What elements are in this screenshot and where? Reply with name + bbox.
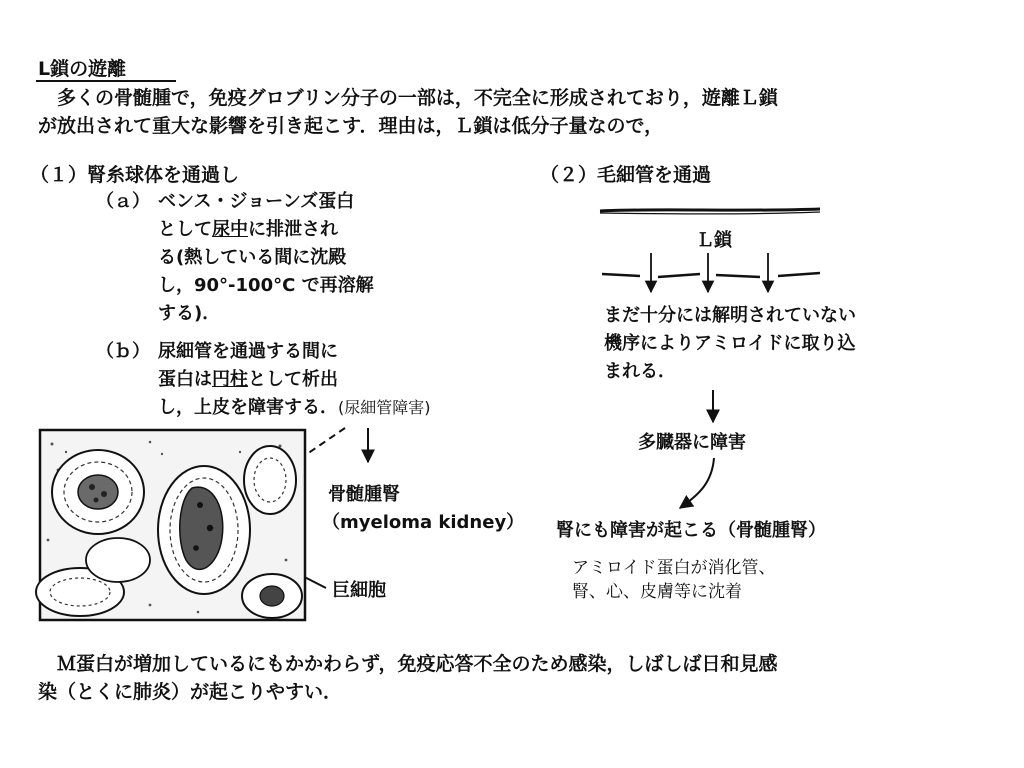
item-a-line-1: ベンス・ジョーンズ蛋白 [158,191,355,212]
amyloid-note-line-2: 腎、心、皮膚等に沈着 [572,582,742,602]
multi-organ-label: 多臓器に障害 [638,432,746,453]
item-b-line-3: し，上皮を障害する．(尿細管障害) [158,397,431,418]
curved-arrow-kidney [680,458,714,508]
section1-title: （１）腎糸球体を通過し [30,164,240,186]
item-b-line-1: 尿細管を通過する間に [158,341,338,362]
cast-term: 円柱 [212,369,248,390]
closing-line-1: Ｍ蛋白が増加しているにもかかわらず，免疫応答不全のため感染，しばしば日和見感 [57,653,778,675]
section2-title: （２）毛細管を通過 [540,164,712,186]
closing-line-2: 染（とくに肺炎）が起こりやすい． [38,681,343,703]
histology-figure [36,430,305,620]
myeloma-kidney-en-label: （myeloma kidney） [322,512,525,533]
section-heading: L鎖の遊離 [38,58,127,80]
tubular-damage-note: (尿細管障害) [338,398,431,417]
item-b-marker: （ｂ） [96,341,150,362]
capillary-wall-bottom [602,273,820,277]
myeloma-kidney-label: 骨髄腫腎 [328,484,400,505]
l-chain-label: Ｌ鎖 [696,230,732,251]
giant-cell-label: 巨細胞 [332,580,386,601]
item-b-line-2: 蛋白は円柱として析出 [158,369,338,390]
mechanism-line-3: まれる． [604,361,676,382]
urine-term: 尿中 [212,219,248,240]
intro-line-2: が放出されて重大な影響を引き起こす．理由は，Ｌ鎖は低分子量なので， [38,115,664,137]
intro-line-1: 多くの骨髄腫で，免疫グロブリン分子の一部は，不完全に形成されており，遊離Ｌ鎖 [57,87,778,109]
item-a-line-3: る(熱している間に沈殿 [158,247,347,268]
mechanism-line-2: 機序によりアミロイドに取り込 [604,333,856,354]
capillary-wall-top [600,209,820,211]
item-a-line-4: し，90°-100°C で再溶解 [158,275,374,296]
amyloid-note-line-1: アミロイド蛋白が消化管、 [572,558,776,578]
item-a-marker: （ａ） [96,191,150,212]
item-a-line-5: する)． [158,303,221,324]
mechanism-line-1: まだ十分には解明されていない [604,305,856,326]
kidney-damage-label: 腎にも障害が起こる（骨髄腫腎） [556,520,826,541]
item-a-line-2: として尿中に排泄され [158,219,338,240]
